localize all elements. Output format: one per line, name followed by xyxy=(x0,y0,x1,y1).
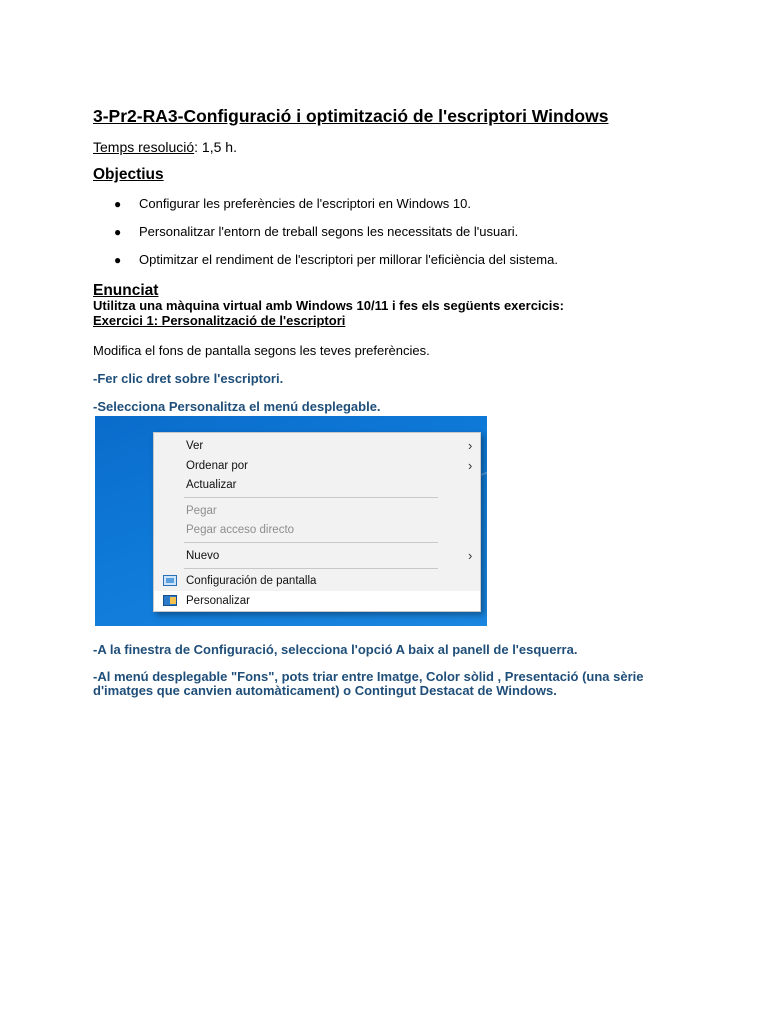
chevron-right-icon: › xyxy=(468,438,473,453)
resolution-time-value: : 1,5 h. xyxy=(194,139,237,155)
menu-item-pegar-acceso-directo xyxy=(154,520,480,540)
resolution-time-label: Temps resolució xyxy=(93,139,195,155)
step-2: -Selecciona Personalitza el menú desplegable. xyxy=(93,399,381,414)
display-icon xyxy=(163,575,177,586)
step-4: -Al menú desplegable "Fons", pots triar entre Imatge, Color sòlid , Presentació (una sèrie d'imatges que canvien automàticament) o Contingut Destacat de Windows. xyxy=(93,669,644,698)
objectives-list xyxy=(114,196,558,280)
menu-item-personalizar[interactable] xyxy=(154,591,480,611)
chevron-right-icon: › xyxy=(468,458,473,473)
objective-item xyxy=(114,196,558,224)
enunciat-intro: Utilitza una màquina virtual amb Windows 10/11 i fes els següents exercicis: xyxy=(93,298,564,313)
context-menu-screenshot xyxy=(95,416,487,626)
step-1: -Fer clic dret sobre l'escriptori. xyxy=(93,371,284,386)
exercise-1-text: Modifica el fons de pantalla segons les teves preferències. xyxy=(93,343,430,358)
menu-item-pegar xyxy=(154,501,480,521)
menu-item-actualizar[interactable] xyxy=(154,475,480,495)
objectives-heading: Objectius xyxy=(93,166,164,183)
bullet-icon: ● xyxy=(114,197,122,211)
menu-item-label: Ver xyxy=(186,440,204,452)
chevron-right-icon: › xyxy=(468,548,473,563)
enunciat-heading: Enunciat xyxy=(93,282,159,299)
menu-separator xyxy=(184,542,438,543)
document-title: 3-Pr2-RA3-Configuració i optimització de l'escriptori Windows xyxy=(93,106,609,126)
menu-item-label: Pegar acceso directo xyxy=(186,524,295,536)
exercise-1-heading: Exercici 1: Personalització de l'escriptori xyxy=(93,313,346,328)
menu-item-label: Actualizar xyxy=(186,479,237,491)
menu-item-label: Personalizar xyxy=(186,595,250,607)
menu-item-label: Configuración de pantalla xyxy=(186,575,317,587)
resolution-time xyxy=(93,139,237,155)
menu-separator xyxy=(184,568,438,569)
objective-text: Optimitzar el rendiment de l'escriptori per millorar l'eficiència del sistema. xyxy=(139,252,558,267)
objective-text: Personalitzar l'entorn de treball segons les necessitats de l'usuari. xyxy=(139,224,519,239)
menu-item-ordenar-por[interactable] xyxy=(154,456,480,476)
menu-separator xyxy=(184,497,438,498)
menu-item-label: Nuevo xyxy=(186,550,220,562)
menu-item-label: Ordenar por xyxy=(186,460,249,472)
step-3: -A la finestra de Configuració, selecciona l'opció A baix al panell de l'esquerra. xyxy=(93,642,578,657)
menu-item-label: Pegar xyxy=(186,505,217,517)
menu-item-ver[interactable] xyxy=(154,436,480,456)
desktop-context-menu xyxy=(153,432,481,612)
bullet-icon: ● xyxy=(114,225,122,239)
menu-item-configuracion-de-pantalla[interactable] xyxy=(154,571,480,591)
objective-text: Configurar les preferències de l'escriptori en Windows 10. xyxy=(139,196,471,211)
objective-item xyxy=(114,224,558,252)
menu-item-nuevo[interactable] xyxy=(154,546,480,566)
objective-item xyxy=(114,252,558,280)
bullet-icon: ● xyxy=(114,253,122,267)
personalize-icon xyxy=(163,595,177,606)
